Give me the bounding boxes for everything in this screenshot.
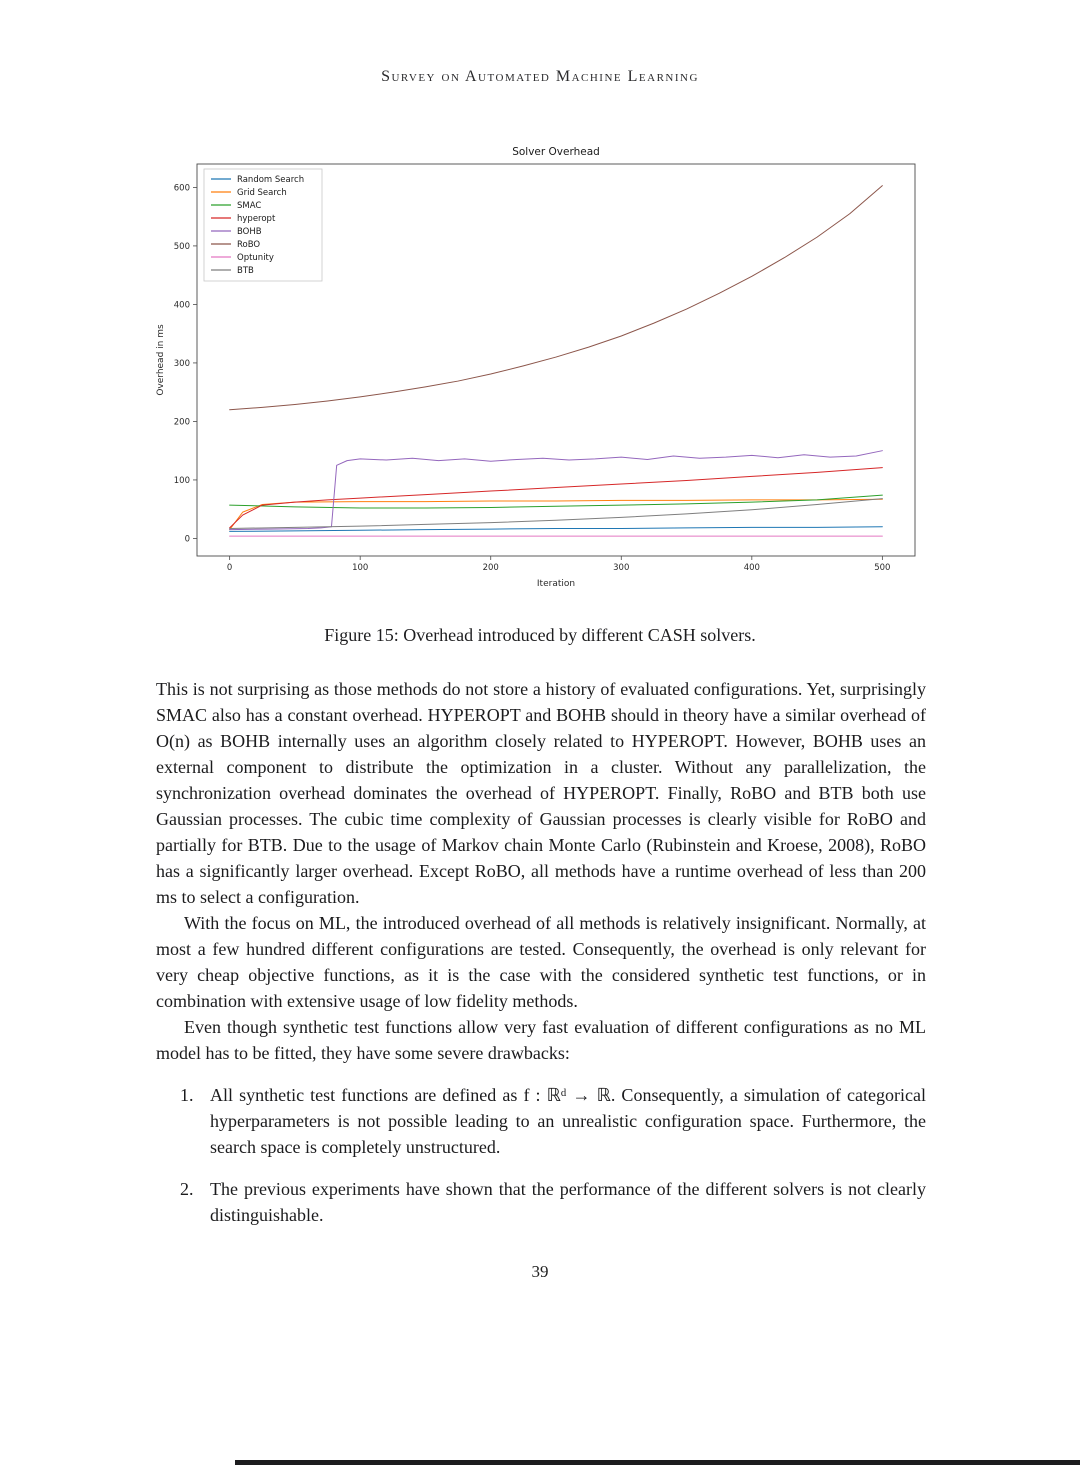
legend-label: Optunity [237,253,274,263]
legend-label: hyperopt [237,214,276,224]
y-tick-label: 100 [173,475,190,486]
legend-label: BOHB [237,227,262,237]
legend-label: RoBO [237,240,261,250]
body-text [156,676,926,1228]
y-tick-label: 300 [173,358,190,369]
legend-label: BTB [237,266,254,276]
chart-svg [151,142,929,594]
figure-caption: Figure 15: Overhead introduced by different CASH solvers. [324,625,756,645]
list-item [180,1082,926,1160]
x-tick-label: 100 [352,563,369,573]
paper-page [0,68,1080,1465]
paragraph: This is not surprising as those methods do not store a history of evaluated configurations. Yet, surprisingly SMAC also has a constant overhead. HYPEROPT and BOHB should in theory have a similar overhead of O(n) as BOHB internally uses an algorithm closely related to HYPEROPT. However, BOHB uses an external component to distribute the optimization in a cluster. Without any parallelization, the synchronization overhead dominates the overhead of HYPEROPT. Finally, RoBO and BTB both use Gaussian processes. The cubic time complexity of Gaussian processes is clearly visible for RoBO and partially for BTB. Due to the usage of Markov chain Monte Carlo (Rubinstein and Kroese, 2008), RoBO has a significantly larger overhead. Except RoBO, all methods have a runtime overhead of less than 200 ms to select a configuration. [156,679,926,907]
y-tick-label: 0 [184,534,190,545]
list-item-text: The previous experiments have shown that the performance of the different solvers is not clearly distinguishable. [210,1179,926,1225]
y-axis-label: Overhead in ms [156,324,166,396]
y-tick-label: 600 [173,183,190,194]
x-tick-label: 0 [226,563,233,573]
running-head: Survey on Automated Machine Learning [381,68,699,85]
y-tick-label: 500 [173,241,190,252]
legend-label: SMAC [237,201,262,211]
list-item [180,1176,926,1228]
list-item-number: 2. [180,1179,194,1199]
numbered-list [156,1082,926,1228]
chart-title: Solver Overhead [512,146,600,158]
legend-label: Random Search [237,175,305,185]
page-number: 39 [531,1262,549,1281]
x-tick-label: 200 [482,563,499,573]
x-tick-label: 400 [743,563,760,573]
solver-overhead-chart [151,142,929,599]
x-tick-label: 500 [874,563,891,573]
x-axis-label: Iteration [536,579,576,589]
legend-box [204,169,322,281]
paragraph: Even though synthetic test functions allow very fast evaluation of different configurations as no ML model has to be fitted, they have some severe drawbacks: [156,1017,926,1063]
list-item-text: All synthetic test functions are defined as f : ℝᵈ → ℝ. Consequently, a simulation of categorical hyperparameters is not possible leading to an unrealistic configuration space. Furthermore, the search space is completely unstructured. [210,1085,926,1157]
paragraph: With the focus on ML, the introduced overhead of all methods is relatively insignificant. Normally, at most a few hundred different configurations are tested. Consequently, the overhead is only relevant for very cheap objective functions, as it is the case with the considered synthetic test functions, or in combination with extensive usage of low fidelity methods. [156,913,926,1011]
y-tick-label: 400 [173,300,190,311]
y-tick-label: 200 [173,417,190,428]
legend-label: Grid Search [237,188,287,198]
screen-edge-artifact [235,1460,1080,1465]
figure-15 [0,142,1080,646]
list-item-number: 1. [180,1085,194,1105]
x-tick-label: 300 [613,563,630,573]
